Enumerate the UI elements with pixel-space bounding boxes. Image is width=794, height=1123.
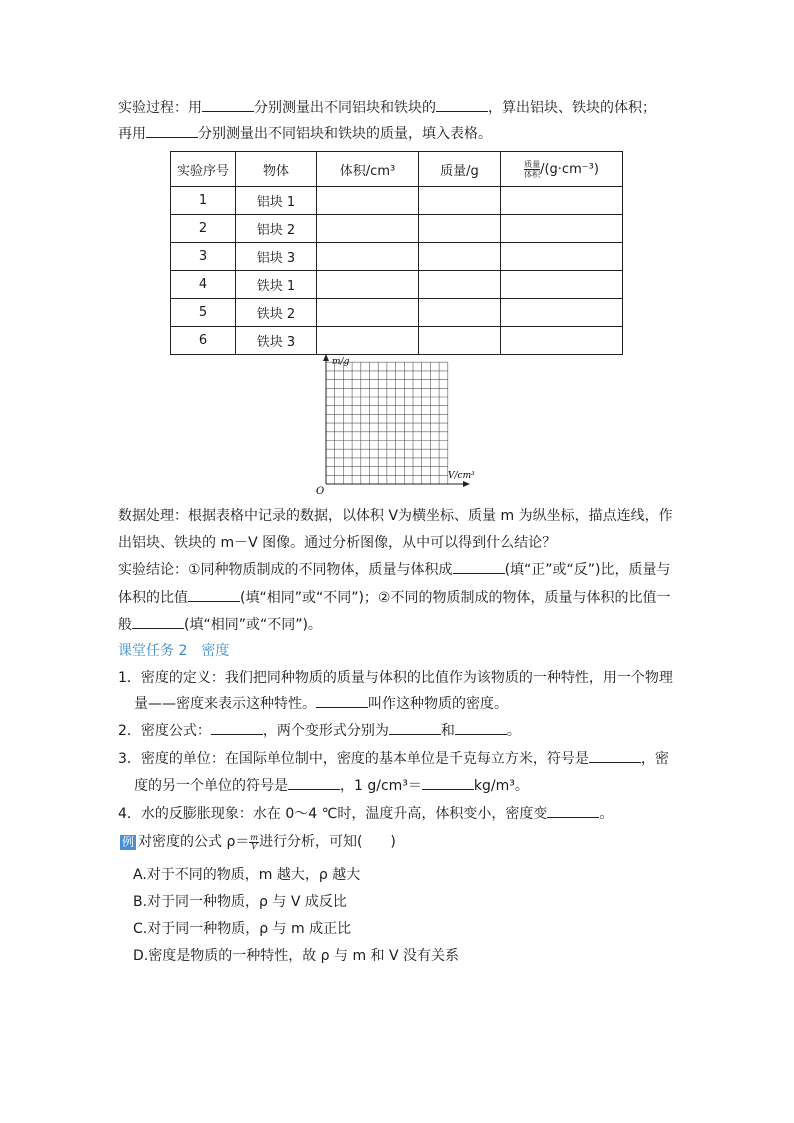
- empty-cell[interactable]: [419, 215, 501, 243]
- conclusion-text: (填“正”或“反”)比，质量与: [504, 562, 671, 578]
- data-processing-line-1: 数据处理：根据表格中记录的数据，以体积 V为横坐标、质量 m 为纵坐标，描点连线，作: [118, 508, 673, 524]
- table-row: [171, 299, 623, 327]
- item-text: 和: [440, 723, 455, 739]
- item-3-line-2: [134, 775, 529, 796]
- origin-label: O: [316, 486, 325, 497]
- empty-cell[interactable]: [501, 271, 623, 299]
- conclusion-line-1: [118, 559, 671, 580]
- row-index: 3: [171, 243, 236, 271]
- empty-cell[interactable]: [317, 271, 419, 299]
- conclusion-text: (填“相同”或“不同”)；②不同的物质制成的物体，质量与体积的比值一: [240, 590, 671, 606]
- empty-cell[interactable]: [317, 327, 419, 355]
- item-text: 2．密度公式：: [118, 723, 211, 739]
- empty-cell[interactable]: [317, 243, 419, 271]
- header-cell: 物体: [236, 152, 317, 187]
- item-2: [118, 720, 521, 741]
- header-cell: 质量/g: [419, 152, 501, 187]
- item-text: 。: [506, 723, 521, 739]
- empty-cell[interactable]: [501, 243, 623, 271]
- answer-blank[interactable]: [589, 748, 641, 763]
- intro-text: 分别测量出不同铝块和铁块的: [254, 100, 436, 116]
- empty-cell[interactable]: [501, 327, 623, 355]
- intro-text: 再用: [118, 126, 146, 142]
- empty-cell[interactable]: [317, 215, 419, 243]
- table-row: [171, 243, 623, 271]
- header-cell-density: $\frac{\text{质量}}{\text{体积}}$ /(g·cm⁻³): [501, 152, 623, 187]
- row-index: 2: [171, 215, 236, 243]
- mv-graph[interactable]: [310, 352, 480, 498]
- empty-cell[interactable]: [501, 215, 623, 243]
- conclusion-text: 实验结论：①同种物质制成的不同物体，质量与体积成: [118, 562, 453, 578]
- row-index: 6: [171, 327, 236, 355]
- row-object: 铁块 1: [236, 271, 317, 299]
- data-table: [170, 151, 623, 355]
- conclusion-line-3: [118, 614, 322, 635]
- conclusion-text: (填“相同”或“不同”)。: [184, 617, 322, 633]
- answer-blank[interactable]: [202, 97, 254, 112]
- task2-heading: 课堂任务 2 密度: [118, 643, 230, 659]
- item-3-line-1: [118, 748, 669, 769]
- formula-fraction: $\frac{m}{V}$: [250, 832, 258, 851]
- answer-blank[interactable]: [288, 775, 340, 790]
- empty-cell[interactable]: [419, 271, 501, 299]
- intro-text: 实验过程：用: [118, 100, 202, 116]
- answer-blank[interactable]: [389, 720, 441, 735]
- header-cell: 体积/cm³: [317, 152, 419, 187]
- row-object: 铝块 2: [236, 215, 317, 243]
- y-axis-arrow-icon: [323, 354, 329, 361]
- empty-cell[interactable]: [419, 187, 501, 215]
- empty-cell[interactable]: [317, 299, 419, 327]
- intro-text: ，算出铝块、铁块的体积；: [488, 100, 656, 116]
- empty-cell[interactable]: [501, 299, 623, 327]
- answer-blank[interactable]: [146, 123, 198, 138]
- table-row: [171, 215, 623, 243]
- answer-blank[interactable]: [455, 720, 507, 735]
- row-object: 铝块 1: [236, 187, 317, 215]
- option-c[interactable]: C.对于同一种物质，ρ 与 m 成正比: [133, 921, 352, 937]
- empty-cell[interactable]: [501, 187, 623, 215]
- table-row: [171, 187, 623, 215]
- row-index: 4: [171, 271, 236, 299]
- answer-blank[interactable]: [453, 559, 505, 574]
- item-1-line-2: [134, 693, 508, 714]
- item-text: 量——密度来表示这种特性。: [134, 696, 316, 712]
- intro-line-1: [118, 97, 656, 118]
- row-index: 1: [171, 187, 236, 215]
- answer-blank[interactable]: [211, 720, 263, 735]
- x-axis-arrow-icon: [463, 481, 470, 487]
- y-axis-label: m/g: [332, 357, 350, 367]
- answer-blank[interactable]: [422, 775, 474, 790]
- empty-cell[interactable]: [419, 243, 501, 271]
- table-row: [171, 327, 623, 355]
- answer-blank[interactable]: [547, 803, 599, 818]
- answer-blank[interactable]: [132, 614, 184, 629]
- row-index: 5: [171, 299, 236, 327]
- item-text: 4．水的反膨胀现象：水在 0～4 ℃时，温度升高，体积变小，密度变: [118, 806, 548, 822]
- item-text: kg/m³。: [473, 778, 529, 794]
- header-cell: 实验序号: [171, 152, 236, 187]
- item-text: 3．密度的单位：在国际单位制中，密度的基本单位是千克每立方米，符号是: [118, 751, 589, 767]
- data-processing-line-2: 出铝块、铁块的 m－V 图像。通过分析图像，从中可以得到什么结论？: [118, 535, 557, 551]
- item-4: [118, 803, 613, 824]
- intro-line-2: [118, 123, 492, 144]
- item-text: 度的另一个单位的符号是: [134, 778, 288, 794]
- answer-blank[interactable]: [316, 693, 368, 708]
- item-text: 。: [599, 806, 614, 822]
- table-header-row: [171, 152, 623, 187]
- option-b[interactable]: B.对于同一种物质，ρ 与 V 成反比: [133, 894, 347, 910]
- empty-cell[interactable]: [317, 187, 419, 215]
- empty-cell[interactable]: [419, 327, 501, 355]
- answer-blank[interactable]: [436, 97, 488, 112]
- question-text: 对密度的公式 ρ＝: [138, 834, 250, 850]
- option-d[interactable]: D.密度是物质的一种特性，故 ρ 与 m 和 V 没有关系: [133, 948, 460, 964]
- row-object: 铝块 3: [236, 243, 317, 271]
- x-axis-label: V/cm³: [448, 471, 475, 481]
- intro-text: 分别测量出不同铝块和铁块的质量，填入表格。: [198, 126, 492, 142]
- item-text: ，两个变形式分别为: [262, 723, 389, 739]
- density-fraction: $\frac{\text{质量}}{\text{体积}}$: [524, 159, 541, 179]
- graph-grid: [326, 362, 448, 484]
- row-object: 铁块 2: [236, 299, 317, 327]
- item-1-line-1: 1．密度的定义：我们把同种物质的质量与体积的比值作为该物质的一种特性，用一个物理: [118, 670, 673, 686]
- conclusion-text: 体积的比值: [118, 590, 188, 606]
- item-text: ，密: [640, 751, 669, 767]
- conclusion-text: 般: [118, 617, 132, 633]
- table-row: [171, 271, 623, 299]
- option-a[interactable]: A.对于不同的物质，m 越大，ρ 越大: [133, 867, 361, 883]
- empty-cell[interactable]: [419, 299, 501, 327]
- item-text: ，1 g/cm³＝: [340, 778, 422, 794]
- question-text: 进行分析，可知( ): [258, 834, 396, 850]
- example-tag: 例: [122, 835, 135, 849]
- row-object: 铁块 3: [236, 327, 317, 355]
- answer-blank[interactable]: [188, 587, 240, 602]
- example-question: [120, 832, 396, 852]
- conclusion-line-2: [118, 587, 671, 608]
- item-text: 叫作这种物质的密度。: [368, 696, 508, 712]
